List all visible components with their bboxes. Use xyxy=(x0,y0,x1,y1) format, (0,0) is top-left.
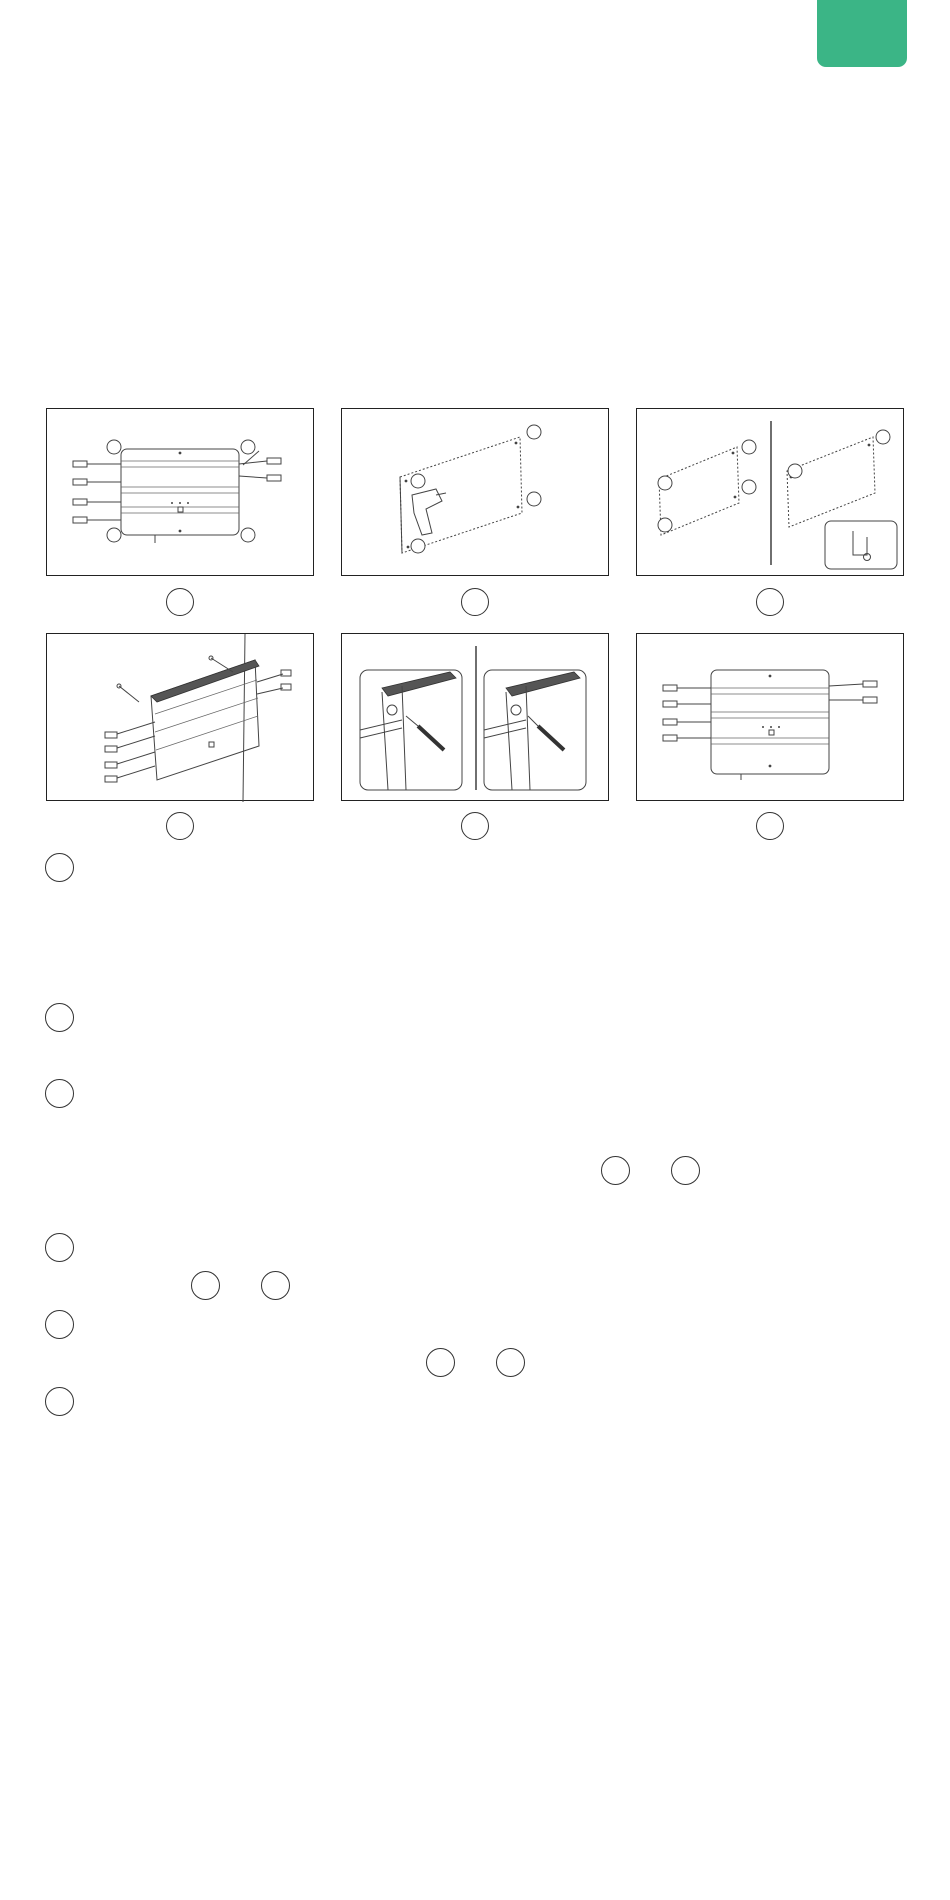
figure-6-panel xyxy=(636,633,904,801)
figure-1-illustration xyxy=(47,409,315,577)
figure-4-panel xyxy=(46,633,314,801)
section-tab xyxy=(817,0,907,67)
step-2-number xyxy=(45,1003,74,1032)
figure-3-panel xyxy=(636,408,904,576)
step-4-figure-ref-a xyxy=(191,1271,220,1300)
step-5-figure-ref-a xyxy=(426,1348,455,1377)
figure-2-number xyxy=(461,588,489,616)
figure-5-panel xyxy=(341,633,609,801)
step-5-number xyxy=(45,1310,74,1339)
step-4-number xyxy=(45,1233,74,1262)
figure-2-panel xyxy=(341,408,609,576)
step-5-figure-ref-b xyxy=(496,1348,525,1377)
figure-4-number xyxy=(166,812,194,840)
figure-1-number xyxy=(166,588,194,616)
step-1-number xyxy=(45,853,74,882)
step-4-figure-ref-b xyxy=(261,1271,290,1300)
figure-1-panel xyxy=(46,408,314,576)
figure-2-illustration xyxy=(342,409,610,577)
figure-3-number xyxy=(756,588,784,616)
figure-5-number xyxy=(461,812,489,840)
step-3-figure-ref-b xyxy=(671,1156,700,1185)
step-3-number xyxy=(45,1079,74,1108)
figure-6-number xyxy=(756,812,784,840)
figure-6-illustration xyxy=(637,634,905,802)
figure-5-illustration xyxy=(342,634,610,802)
figure-4-illustration xyxy=(47,634,315,802)
step-3-figure-ref-a xyxy=(601,1156,630,1185)
step-6-number xyxy=(45,1387,74,1416)
figure-3-illustration xyxy=(637,409,905,577)
